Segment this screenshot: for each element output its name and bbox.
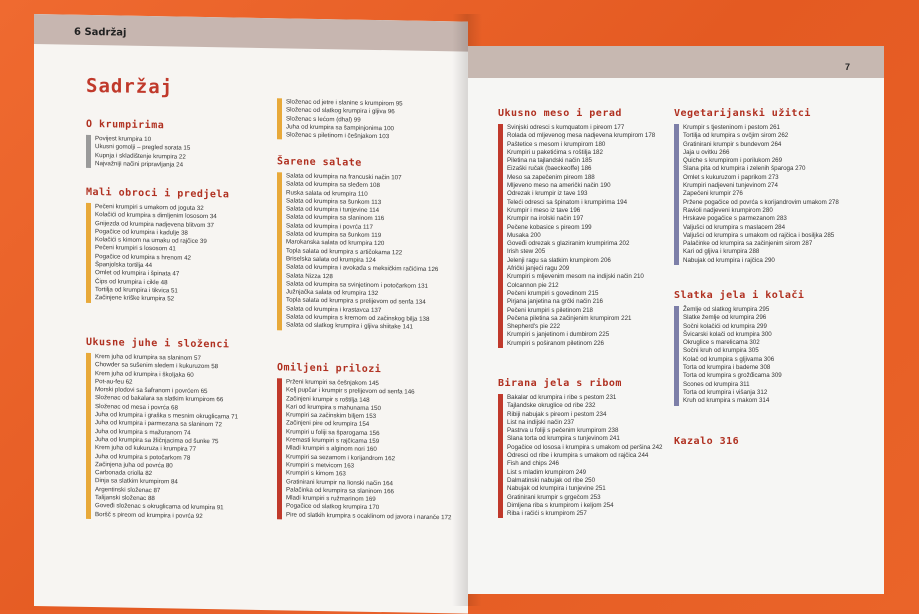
toc-entry: Omlet od krumpira i špinata 47: [95, 269, 180, 278]
toc-entry: Salata od krumpira sa šunkom 113: [286, 197, 382, 206]
section-heading: Ukusno meso i perad: [498, 108, 622, 119]
section-heading: Ukusne juhe i složenci: [86, 336, 230, 351]
right-page: [468, 46, 884, 594]
section-heading: Vegetarijanski užitci: [674, 108, 811, 119]
toc-entry: Kolačići s kimom na umaku od rajčice 39: [95, 236, 207, 246]
toc-entry: Ukusni gomolji – pregled sorata 15: [95, 143, 191, 153]
section-heading: Omiljeni prilozi: [277, 362, 382, 376]
toc-entry: Krumpir i meso iz tave 196: [507, 206, 581, 214]
toc-entry: Topla salata od krumpira s prelijevom od senfa 134: [286, 296, 426, 307]
toc-entry: Kari od gljiva i krumpira 288: [683, 248, 760, 256]
toc-entry: Pogačice od krumpira i kadulje 38: [95, 227, 188, 237]
toc-entry: Mljeveno meso na američki način 190: [507, 182, 611, 190]
section-heading: Slatka jela i kolači: [674, 290, 805, 301]
toc-entry: Kremasti krumpiri s rajčicama 159: [286, 436, 380, 446]
toc-entry: Shepherd's pie 222: [507, 323, 561, 331]
toc-entry: Složenac od jetre i slanine s krumpirom 95: [286, 98, 403, 108]
running-head: 6 Sadržaj: [74, 26, 127, 39]
toc-entry: Quiche s krumpirom i porilukom 269: [683, 157, 783, 165]
toc-entry: Krumpiri u foliji sa šparogama 156: [286, 428, 380, 437]
toc-entry: Odresci od ribe i krumpira s umakom od rajčica 244: [507, 452, 649, 460]
page-number: 7: [844, 62, 850, 72]
toc-entry: Zapečeni krumpir 276: [683, 190, 743, 198]
toc-entry: Pogačice od lososa i krumpira s umakom od peršina 242: [507, 443, 663, 451]
toc-entry: Salata od krumpira i tunjevine 114: [286, 205, 380, 215]
toc-entry: Mladi krumpiri s ružmarinom 169: [286, 494, 376, 504]
toc-entry: Salata od krumpira s kremom od začinskog bilja 138: [286, 313, 430, 323]
section-list: [86, 353, 238, 522]
section-meso-perad: [498, 108, 655, 348]
toc-entry: Talijanski složenac 88: [95, 494, 155, 503]
toc-entry: Jaja u ovitku 266: [683, 148, 730, 156]
toc-entry: Salata od krumpira na francuski način 107: [286, 172, 402, 182]
section-heading: Šarene salate: [277, 156, 362, 169]
toc-entry: Kari od krumpira s mahunama 150: [286, 403, 381, 412]
toc-entry: Salata od krumpira i povrća 117: [286, 222, 373, 231]
toc-entry: Složenac s piletinom i češnjakom 103: [286, 131, 390, 141]
toc-entry: Pečeni krumpiri s umakom od joguta 32: [95, 203, 204, 212]
toc-entry: Tortilja od krumpira s ovčjim sirom 262: [683, 132, 789, 140]
toc-entry: Španjolska tortilja 44: [95, 261, 153, 270]
toc-entry: Okruglice s marelicama 302: [683, 339, 760, 347]
toc-entry: Krumpiri sa sezamom i korijandrom 162: [286, 453, 396, 462]
section-heading: Mali obroci i predjela: [86, 186, 230, 201]
toc-entry: Krumpiri sa začinskim biljem 153: [286, 411, 377, 421]
toc-entry: Sočni kruh od krumpira 305: [683, 347, 759, 355]
right-header-band: [468, 46, 884, 78]
toc-entry: Pirjana janjetina na grčki način 216: [507, 298, 603, 306]
toc-entry: Krumpiri s metvicom 163: [286, 461, 355, 470]
toc-entry: Torta od krumpira i bademe 308: [683, 364, 771, 372]
toc-entry: Hrskave pogačice s parmezanom 283: [683, 215, 787, 223]
toc-entry: Najvažniji načini pripravljanja 24: [95, 159, 184, 169]
toc-entry: Gnijezda od krumpira nadjevena blitvom 37: [95, 219, 215, 229]
toc-entry: Palačinka od krumpira sa slaninom 166: [286, 486, 394, 496]
section-mali-obroci: [86, 187, 229, 305]
toc-entry: Tajlandske okruglice od ribe 232: [507, 402, 596, 410]
section-heading: O krumpirima: [86, 118, 165, 132]
toc-entry: Prženi krumpiri sa češnjakom 145: [286, 378, 379, 388]
toc-entry: Pogačice od slatkog krumpira 170: [286, 502, 380, 512]
toc-entry: Složenac od bakalara sa slatkim krumpirom 66: [95, 394, 224, 404]
toc-entry: Morski plodovi sa šafranom i povrćem 65: [95, 386, 208, 396]
toc-entry: Paštetice s mesom i krumpirom 180: [507, 140, 606, 148]
toc-entry: Juha od krumpira i parmezana sa slaninom 72: [95, 419, 222, 429]
toc-entry: Eizaški ručak (baeckeoffe) 186: [507, 165, 592, 173]
section-list: [86, 135, 190, 170]
toc-entry: Krem juha od krumpira sa slaninom 57: [95, 353, 201, 362]
section-list: [674, 124, 839, 265]
toc-entry: Krumpir s tjesteninom i pestom 261: [683, 124, 780, 131]
section-list: [277, 172, 438, 332]
toc-entry: Južnjačka salata od krumpira 132: [286, 288, 379, 298]
toc-entry: Složenac od slatkog krumpira i gljiva 96: [286, 106, 395, 116]
toc-entry: Tortilja od krumpira i tikvica 51: [95, 286, 178, 295]
toc-entry: Pečene kobasice s pireom 199: [507, 223, 592, 231]
toc-entry: Dinja sa slatkim krumpirom 84: [95, 477, 178, 486]
toc-entry: Valjušci od krumpira s maslacem 284: [683, 223, 786, 231]
section-sarene-salate: [277, 156, 438, 332]
section-kazalo: [674, 436, 739, 452]
toc-entry: Krumpiri nadjeveni tunjevinom 274: [683, 182, 778, 190]
toc-entry: Pečena piletina sa začinjenim krumpirom 221: [507, 314, 632, 322]
toc-entry: Bakalar od krumpira i ribe s pestom 231: [507, 394, 617, 401]
toc-entry: Omlet s kukuruzom i paprikom 273: [683, 173, 779, 181]
toc-entry: Pržene pogačice od povrća s korijandrovim umakom 278: [683, 198, 839, 206]
toc-entry: Boršč s pireom od krumpira i povrća 92: [95, 510, 203, 520]
toc-entry: Torta od krumpira s grožđicama 309: [683, 372, 782, 380]
index-entry: Kazalo 316: [674, 436, 740, 447]
toc-entry: Začinjena juha od povrća 80: [95, 460, 173, 470]
toc-entry: Juha od krumpira i graška s mesnim okruglicama 71: [95, 411, 239, 421]
toc-entry: Žemlje od slatkog krumpira 295: [683, 306, 770, 313]
toc-entry: Sočni kolačići od krumpira 299: [683, 322, 767, 330]
toc-entry: Carbonada criolla 82: [95, 469, 153, 478]
toc-entry: Valjušci od krumpira s umakom od rajčica i bosiljka 285: [683, 231, 835, 239]
toc-entry: Salata od slatkog krumpira i gljiva shiitake 141: [286, 321, 413, 331]
toc-entry: Ribiji nabujak s pireom i pestom 234: [507, 410, 607, 418]
toc-entry: Dalmatinski nabujak od ribe 250: [507, 476, 596, 484]
toc-entry: List s mladim krumpirom 249: [507, 468, 587, 476]
toc-entry: Riba i račići s krumpirom 257: [507, 510, 587, 518]
toc-entry: Juha od krumpira sa šampinjonima 100: [286, 123, 394, 133]
toc-entry: Švicarski kolači od krumpira 300: [683, 330, 772, 338]
toc-entry: Jelenji ragu sa slatkim krumpirom 206: [507, 256, 611, 264]
toc-entry: Irish stew 205: [507, 248, 546, 256]
toc-entry: Pot-au-feu 62: [95, 377, 133, 386]
toc-entry: Salata Nizza 128: [286, 271, 333, 280]
section-list: [277, 378, 451, 522]
toc-entry: Pogačice od krumpira s hrenom 42: [95, 252, 191, 262]
toc-entry: List na indijski način 237: [507, 418, 575, 426]
toc-entry: Slatke žemlje od krumpira 296: [683, 314, 767, 322]
toc-entry: Argentinski složenac 87: [95, 485, 161, 494]
toc-entry: Marokanska salata od krumpira 120: [286, 238, 385, 248]
toc-entry: Pastrva u foliji s pečenim krumpirom 238: [507, 427, 619, 435]
section-o-krumpirima: [86, 119, 190, 170]
toc-entry: Krumpiri s poširanom piletinom 226: [507, 339, 604, 347]
section-list: [86, 203, 229, 305]
toc-entry: Ruska salata od krumpira 110: [286, 188, 368, 198]
toc-entry: Rolada od mljevenog mesa nadjevena krumpirom 178: [507, 132, 656, 140]
toc-entry: Salata od krumpira sa šunkom 119: [286, 230, 382, 240]
toc-entry: Slana torta od krumpira s tunjevinom 241: [507, 435, 620, 443]
toc-entry: Gratinirani krumpir na lionski način 164: [286, 477, 393, 487]
toc-entry: Svinjski odresci s kumquatom i pireom 177: [507, 124, 625, 131]
toc-entry: Teleći odresci sa špinatom i krumpirima 194: [507, 198, 628, 206]
toc-entry: Složenac s lećom (dhal) 99: [286, 114, 361, 124]
toc-entry: Kupnja i skladištenje krumpira 22: [95, 151, 186, 161]
left-page: [34, 14, 468, 614]
toc-entry: Scones od krumpira 311: [683, 380, 750, 388]
section-omiljeni-prilozi: [277, 362, 451, 522]
toc-entry: Složenac od mesa i povrća 68: [95, 402, 178, 412]
toc-entry: Goveđi složenac s okruglicama od krumpira 91: [95, 502, 224, 512]
section-juhe-slozenci: [86, 337, 238, 522]
toc-entry: Salata od krumpira i krastavca 137: [286, 305, 382, 314]
section-vegetarijanski: [674, 108, 839, 265]
section-list: [674, 306, 804, 406]
toc-entry: Nabujak od krumpira i tunjevine 251: [507, 485, 606, 493]
toc-entry: Ravioli nadjeveni krumpirom 280: [683, 206, 773, 214]
toc-entry: Topla salata od krumpira s artičokama 122: [286, 247, 403, 257]
toc-entry: Chowder sa sušenim sledem i kukuruzom 58: [95, 361, 219, 371]
section-slatka-jela: [674, 290, 804, 406]
toc-entry: Torta od krumpira i višanja 312: [683, 388, 768, 396]
section-slozenci-cont: [277, 98, 403, 142]
toc-entry: Briselska salata od krumpira 124: [286, 255, 376, 264]
toc-entry: Colcannon pie 212: [507, 281, 559, 289]
page-title: Sadržaj: [86, 74, 174, 99]
toc-entry: Afrički janjeći ragu 209: [507, 265, 570, 273]
toc-entry: Povijest krumpira 10: [95, 135, 152, 144]
toc-entry: Kolačići od krumpira s dimljenim lososom 34: [95, 211, 217, 221]
toc-entry: Juha od krumpira s potočarkom 78: [95, 452, 191, 462]
toc-entry: Začinjene kriške krumpira 52: [95, 294, 175, 303]
toc-entry: Gratinirani krumpir s grgečom 253: [507, 493, 601, 501]
toc-entry: Juha od krumpira s mažuranom 74: [95, 427, 191, 437]
toc-entry: Krem juha od krumpira i škoIjaka 60: [95, 369, 194, 379]
toc-entry: Salata od krumpira sa slaninom 116: [286, 213, 385, 223]
toc-entry: Mladi krumpiri s alginom nori 160: [286, 444, 377, 454]
toc-entry: Salata od krumpira i avokada s meksičkim račićima 126: [286, 263, 439, 274]
toc-entry: Dimljena riba s krumpirom i keljom 254: [507, 501, 614, 509]
section-riba: [498, 378, 662, 518]
toc-entry: Krumpir na irolski način 197: [507, 215, 584, 223]
toc-entry: Meso sa zapečenim pireom 188: [507, 173, 595, 181]
toc-entry: Začinjeni krumpir s roštilja 148: [286, 394, 370, 404]
toc-entry: Nabujak od krumpira i rajčica 290: [683, 256, 775, 264]
toc-entry: Fish and chips 246: [507, 460, 559, 468]
toc-entry: Goveđi odrezak s glaziranim krumpirima 202: [507, 240, 630, 248]
section-list: [498, 124, 655, 348]
toc-entry: Kolač od krumpira s gljivama 306: [683, 355, 775, 363]
section-list: [498, 394, 662, 518]
toc-entry: Krumpiri s kimom 163: [286, 469, 346, 478]
toc-entry: Krumpiri s janjetinom i dumbirom 225: [507, 331, 610, 339]
toc-entry: Gratinirani krumpir s bundevom 264: [683, 140, 782, 148]
section-list: [277, 98, 403, 142]
toc-entry: Pečeni krumpiri s govedinom 215: [507, 289, 599, 297]
toc-entry: Pečeni krumpiri s lososom 41: [95, 244, 176, 253]
toc-entry: Kelj pupčar i krumpir s prelijevom od senfa 146: [286, 386, 415, 396]
toc-entry: Krumpiri s mljevenim mesom na indijski način 210: [507, 273, 644, 281]
toc-entry: Salata od krumpira sa svinjetinom i potočarkom 131: [286, 280, 429, 290]
toc-entry: Kruh od krumpira s makom 314: [683, 397, 770, 405]
toc-entry: Začinjeni pire od krumpira 154: [286, 419, 370, 429]
toc-entry: Pečeni krumpiri s piletinom 218: [507, 306, 593, 314]
toc-entry: Pire od slatkih krumpira s ocaklinom od javora i naranče 172: [286, 511, 452, 522]
toc-entry: Musaka 200: [507, 231, 541, 239]
toc-entry: Juha od krumpira sa žličnjacima od šunke 75: [95, 436, 219, 446]
toc-entry: Krem juha od kukuruza i krumpira 77: [95, 444, 197, 454]
toc-entry: Piletina na tajlandski način 185: [507, 157, 592, 165]
toc-entry: Slana pita od krumpira i zelenih šparoga 270: [683, 165, 806, 173]
section-heading: Birana jela s ribom: [498, 378, 622, 389]
toc-entry: Čips od krumpira i cikle 48: [95, 277, 168, 287]
toc-entry: Palačinke od krumpira sa začinjenim sirom 287: [683, 240, 813, 248]
toc-entry: Krumpiri u paketićima s roštilja 182: [507, 148, 603, 156]
toc-entry: Odrezak i krumpir iz tave 193: [507, 190, 588, 198]
toc-entry: Salata od krumpira sa sleđem 108: [286, 180, 380, 190]
